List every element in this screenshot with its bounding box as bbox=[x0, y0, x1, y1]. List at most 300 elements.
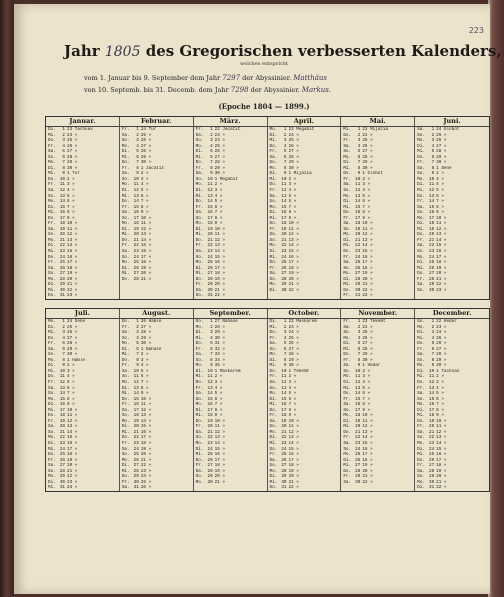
day-row: Di. 2 24 » bbox=[269, 132, 299, 138]
day-row: Mo. 6 28 » bbox=[343, 154, 373, 160]
day-row: Sa. 16 8 » bbox=[343, 402, 371, 408]
day-row: Di. 26 19 » bbox=[121, 265, 152, 271]
day-row: Mi. 15 7 » bbox=[343, 204, 371, 210]
day-row: Sa. 21 12 » bbox=[195, 429, 225, 435]
day-row: Di. 17 8 » bbox=[417, 407, 444, 413]
day-row: Mo. 18 9 » bbox=[195, 221, 223, 227]
day-row: Do. 12 3 » bbox=[417, 380, 444, 386]
day-row: Fr. 27 18 » bbox=[417, 463, 447, 469]
range-2-name: Markus. bbox=[301, 86, 332, 94]
day-row: Mi. 17 9 » bbox=[269, 215, 297, 221]
day-row: Sa. 28 19 » bbox=[195, 468, 225, 474]
day-row: Di. 25 18 » bbox=[417, 260, 447, 266]
day-row: Fr. 19 12 » bbox=[48, 418, 78, 424]
day-row: Mo. 30 21 » bbox=[417, 479, 447, 485]
day-row: Mo. 27 19 » bbox=[343, 271, 373, 277]
day-row: So. 29 20 » bbox=[417, 474, 447, 480]
day-row: Do. 25 17 » bbox=[269, 260, 299, 266]
day-row: Sa. 8 1 Sene bbox=[417, 165, 452, 171]
calendar-page bbox=[14, 4, 502, 594]
day-row: Mo. 4 27 » bbox=[121, 143, 152, 149]
day-row: Do. 26 17 » bbox=[195, 457, 225, 463]
day-row: Sa. 23 15 » bbox=[343, 441, 373, 447]
day-row: Mi. 6 29 » bbox=[121, 154, 152, 160]
day-row: Fr. 20 11 » bbox=[417, 424, 447, 430]
day-row: Mi. 3 25 » bbox=[269, 138, 299, 144]
day-row: Fr. 1 22 Jacatit bbox=[195, 127, 241, 132]
day-row: Mo. 15 7 » bbox=[269, 204, 297, 210]
day-row: Di. 5 27 » bbox=[343, 341, 373, 347]
day-row: So. 1 27 Nahase bbox=[195, 319, 238, 324]
day-row: Di. 23 16 » bbox=[48, 441, 78, 447]
day-row: Sa. 25 17 » bbox=[343, 260, 373, 266]
day-row: Mo. 11 2 » bbox=[195, 182, 223, 188]
day-row: Sa. 16 7 » bbox=[195, 210, 223, 216]
day-row: Mo. 22 14 » bbox=[269, 243, 299, 249]
day-row: So. 10 2 » bbox=[343, 368, 371, 374]
day-row: Mi. 4 30 » bbox=[195, 335, 225, 341]
day-row: Fr. 19 11 » bbox=[269, 226, 299, 232]
day-row: Do. 3 24 » bbox=[269, 330, 299, 336]
day-row: Sa. 29 22 » bbox=[417, 282, 447, 288]
day-row: Sa. 30 22 » bbox=[343, 479, 373, 485]
day-row: Mi. 22 14 » bbox=[343, 243, 373, 249]
range-1-text: vom 1. Januar bis 9. September dem Jahr bbox=[84, 74, 221, 82]
day-row: Mi. 13 5 » bbox=[343, 385, 371, 391]
day-row: Do. 7 28 » bbox=[195, 160, 225, 166]
day-row: Di. 6 1 Nahase bbox=[121, 346, 162, 352]
day-row: Sa. 3 28 » bbox=[121, 330, 152, 336]
day-row: Sa. 2 25 » bbox=[121, 132, 152, 138]
day-row: Di. 9 1 Mijazia bbox=[269, 171, 312, 177]
day-row: Sa. 21 12 » bbox=[417, 429, 447, 435]
day-row: Do. 17 8 » bbox=[269, 407, 297, 413]
day-row: Di. 7 29 » bbox=[343, 160, 373, 166]
day-row: Sa. 9 30 » bbox=[195, 171, 225, 177]
day-row: Di. 24 15 » bbox=[195, 446, 225, 452]
month-column bbox=[46, 117, 120, 299]
day-row: Mo. 4 26 » bbox=[343, 335, 373, 341]
day-row: Fr. 25 17 » bbox=[48, 260, 78, 266]
month-column bbox=[120, 309, 194, 491]
day-row: Di. 27 22 » bbox=[121, 463, 152, 469]
month-column bbox=[120, 117, 194, 299]
day-row: Mo. 10 3 » bbox=[417, 176, 444, 182]
day-row: Di. 3 24 » bbox=[417, 330, 447, 336]
day-row: So. 22 13 » bbox=[195, 435, 225, 441]
day-row: So. 24 15 » bbox=[195, 254, 225, 260]
day-row: Mi. 17 10 » bbox=[48, 407, 78, 413]
day-row: Fr. 5 28 » bbox=[48, 341, 78, 347]
day-row: Mo. 7 29 » bbox=[48, 160, 78, 166]
day-row: So. 3 24 » bbox=[195, 138, 225, 144]
day-row: So. 15 6 » bbox=[417, 396, 444, 402]
subtitle: welches entspricht bbox=[240, 61, 288, 67]
day-row: Fr. 22 15 » bbox=[121, 243, 152, 249]
day-row: Do. 13 6 » bbox=[417, 193, 444, 199]
day-row: Mo. 28 19 » bbox=[269, 468, 299, 474]
day-row: Sa. 27 19 » bbox=[269, 271, 299, 277]
day-row: So. 23 16 » bbox=[417, 249, 447, 255]
day-row: Mi. 25 16 » bbox=[417, 452, 447, 458]
day-row: Mo. 4 25 » bbox=[195, 143, 225, 149]
day-row: So. 24 17 » bbox=[121, 254, 152, 260]
day-row: So. 20 12 » bbox=[48, 232, 78, 238]
day-row: So. 17 9 » bbox=[343, 407, 371, 413]
day-row: Do. 21 12 » bbox=[195, 237, 225, 243]
day-row: Fr. 11 2 » bbox=[269, 374, 297, 380]
day-row: Di. 3 29 » bbox=[195, 330, 225, 336]
day-row: So. 18 13 » bbox=[121, 413, 152, 419]
day-row: Do. 31 22 » bbox=[269, 485, 299, 491]
day-row: Di. 28 20 » bbox=[343, 276, 373, 282]
month-name: September. bbox=[194, 309, 267, 319]
day-row: Di. 8 29 » bbox=[269, 357, 299, 363]
day-row: Sa. 20 13 » bbox=[48, 424, 78, 430]
range-2-year: 7298 bbox=[230, 86, 249, 94]
day-row: Do. 19 10 » bbox=[417, 418, 447, 424]
day-row: Sa. 19 10 » bbox=[269, 418, 299, 424]
day-row: Mo. 25 17 » bbox=[343, 452, 373, 458]
month-column bbox=[46, 309, 120, 491]
day-row: Mi. 23 14 » bbox=[269, 441, 299, 447]
month-name: October. bbox=[268, 309, 341, 319]
day-row: So. 3 25 » bbox=[343, 330, 373, 336]
day-row: Sa. 7 33 » bbox=[195, 352, 225, 358]
day-row: Mi. 30 22 » bbox=[48, 287, 78, 293]
day-row: Sa. 18 10 » bbox=[343, 221, 373, 227]
day-row: Fr. 1 24 Tur bbox=[121, 127, 157, 132]
epoch-label: (Epoche 1804 — 1899.) bbox=[218, 102, 310, 111]
day-row: So. 10 1 Megabit bbox=[195, 176, 238, 182]
day-row: Sa. 14 5 » bbox=[417, 391, 444, 397]
day-row: Do. 24 15 » bbox=[269, 446, 299, 452]
day-row: Mo. 16 7 » bbox=[417, 402, 444, 408]
day-row: Mi. 18 9 » bbox=[195, 413, 223, 419]
day-row: Mi. 10 2 » bbox=[269, 176, 297, 182]
day-row: Sa. 26 17 » bbox=[269, 457, 299, 463]
day-row: Di. 29 20 » bbox=[269, 474, 299, 480]
day-row: So. 15 6 » bbox=[195, 396, 223, 402]
day-row: Mo. 8 30 » bbox=[269, 165, 299, 171]
month-column bbox=[194, 117, 268, 299]
range-2-mid: der Abyssinier. bbox=[250, 86, 300, 94]
day-row: Do. 1 26 Hamle bbox=[121, 319, 162, 324]
day-row: Sa. 28 19 » bbox=[417, 468, 447, 474]
day-row: Mo. 2 23 » bbox=[417, 324, 447, 330]
day-row: Do. 10 1 Tekemt bbox=[269, 368, 310, 374]
day-row: Do. 15 10 » bbox=[121, 396, 152, 402]
day-row: Mo. 21 12 » bbox=[269, 429, 299, 435]
day-row: Di. 1 22 Maskarem bbox=[269, 319, 317, 324]
day-row: So. 7 30 » bbox=[48, 352, 78, 358]
day-row: Fr. 26 19 » bbox=[48, 457, 78, 463]
day-row: Sa. 13 6 » bbox=[48, 385, 75, 391]
day-row: Mo. 11 3 » bbox=[343, 374, 371, 380]
day-row: Mo. 17 10 » bbox=[417, 215, 447, 221]
day-row: Di. 4 27 » bbox=[417, 143, 447, 149]
day-row: Sa. 2 24 » bbox=[343, 324, 373, 330]
day-row: Mi. 12 5 » bbox=[417, 188, 444, 194]
day-row: Mi. 2 23 » bbox=[269, 324, 299, 330]
day-row: Do. 7 30 » bbox=[121, 160, 152, 166]
day-row: Fr. 18 9 » bbox=[269, 413, 297, 419]
day-row: Mi. 31 24 » bbox=[48, 485, 78, 491]
title-rest: des Gregorischen verbesserten Kalenders, bbox=[145, 42, 502, 60]
day-row: Do. 26 17 » bbox=[417, 457, 447, 463]
day-row: Mi. 9 1 Tur bbox=[48, 171, 80, 177]
day-row: So. 13 5 » bbox=[48, 193, 75, 199]
day-row: Sa. 15 8 » bbox=[417, 204, 444, 210]
day-row: Fr. 24 16 » bbox=[343, 254, 373, 260]
day-row: Mo. 11 4 » bbox=[121, 182, 149, 188]
day-row: Di. 18 11 » bbox=[417, 221, 447, 227]
day-row: Di. 12 3 » bbox=[195, 188, 223, 194]
day-row: Sa. 14 5 » bbox=[195, 391, 223, 397]
day-row: So. 10 3 » bbox=[121, 176, 149, 182]
day-row: Mi. 9 30 » bbox=[269, 363, 299, 369]
day-row: Mi. 10 3 » bbox=[48, 368, 75, 374]
day-row: Do. 11 3 » bbox=[269, 182, 297, 188]
day-row: Mo. 7 28 » bbox=[269, 352, 299, 358]
day-row: So. 12 4 » bbox=[343, 188, 371, 194]
day-row: Mi. 3 26 » bbox=[48, 330, 78, 336]
day-row: Di. 15 6 » bbox=[269, 396, 297, 402]
day-row: Mo. 28 20 » bbox=[48, 276, 78, 282]
day-row: Mi. 19 12 » bbox=[417, 226, 447, 232]
range-1-mid: der Abyssinier. bbox=[242, 74, 292, 82]
day-row: Do. 11 4 » bbox=[48, 374, 75, 380]
month-name: März. bbox=[194, 117, 267, 127]
day-row: Fr. 4 26 » bbox=[48, 143, 78, 149]
day-row: Fr. 12 4 » bbox=[269, 188, 297, 194]
day-row: So. 7 29 » bbox=[269, 160, 299, 166]
day-row: Do. 12 3 » bbox=[195, 380, 223, 386]
month-name: Februar. bbox=[120, 117, 193, 127]
day-row: Di. 22 14 » bbox=[48, 243, 78, 249]
month-name: November. bbox=[341, 309, 414, 319]
day-row: Di. 30 22 » bbox=[269, 287, 299, 293]
day-row: So. 22 13 » bbox=[417, 435, 447, 441]
range-1-year: 7297 bbox=[222, 74, 241, 82]
day-row: Di. 16 8 » bbox=[269, 210, 297, 216]
day-row: Mi. 27 18 » bbox=[195, 271, 225, 277]
day-row: Do. 30 22 » bbox=[343, 287, 373, 293]
range-line-1 bbox=[84, 74, 464, 82]
day-row: Mo. 1 23 Megabit bbox=[269, 127, 315, 132]
day-row: Fr. 13 4 » bbox=[417, 385, 444, 391]
day-row: Fr. 5 27 » bbox=[269, 149, 299, 155]
day-row: Mo. 29 21 » bbox=[269, 282, 299, 288]
day-row: Di. 26 17 » bbox=[195, 265, 225, 271]
day-row: Fr. 29 21 » bbox=[343, 474, 373, 480]
day-row: Di. 2 25 » bbox=[48, 324, 78, 330]
day-row: Sa. 19 11 » bbox=[48, 226, 78, 232]
day-row: So. 27 19 » bbox=[48, 271, 78, 277]
day-row: Do. 28 20 » bbox=[343, 468, 373, 474]
day-row: Mi. 30 21 » bbox=[269, 479, 299, 485]
day-row: So. 19 11 » bbox=[343, 226, 373, 232]
day-row: Do. 17 9 » bbox=[48, 215, 75, 221]
day-row: Fr. 18 10 » bbox=[48, 221, 78, 227]
day-row: Mi. 7 2 » bbox=[121, 352, 149, 358]
day-row: So. 27 18 » bbox=[269, 463, 299, 469]
day-row: Mo. 12 7 » bbox=[121, 380, 149, 386]
day-row: Do. 22 17 » bbox=[121, 435, 152, 441]
day-row: Di. 1 23 Tachsas bbox=[48, 127, 93, 132]
day-row: Do. 25 18 » bbox=[48, 452, 78, 458]
title-year-handwritten: 1805 bbox=[104, 44, 141, 60]
day-row: Fr. 6 27 » bbox=[417, 346, 447, 352]
day-row: Mi. 26 19 » bbox=[417, 265, 447, 271]
day-row: Do. 19 10 » bbox=[195, 418, 225, 424]
month-name: Mai. bbox=[341, 117, 414, 127]
day-row: Do. 7 29 » bbox=[343, 352, 373, 358]
day-row: So. 9 2 » bbox=[417, 171, 444, 177]
day-row: Sa. 4 26 » bbox=[343, 143, 373, 149]
day-row: Sa. 11 3 » bbox=[343, 182, 371, 188]
day-row: Mo. 1 24 Sene bbox=[48, 319, 86, 324]
day-row: Do. 23 15 » bbox=[343, 249, 373, 255]
day-row: Di. 26 18 » bbox=[343, 457, 373, 463]
day-row: Mo. 18 10 » bbox=[343, 413, 373, 419]
day-row: Mo. 3 26 » bbox=[417, 138, 447, 144]
month-column bbox=[268, 309, 342, 491]
month-name: December. bbox=[415, 309, 489, 319]
range-line-2 bbox=[84, 86, 464, 94]
day-row: Mo. 9 35 » bbox=[195, 363, 225, 369]
day-row: So. 8 34 » bbox=[195, 357, 225, 363]
day-row: Mo. 2 28 » bbox=[195, 324, 225, 330]
day-row: Fr. 26 18 » bbox=[269, 265, 299, 271]
day-row: So. 1 22 Hedar bbox=[417, 319, 457, 324]
day-row: Fr. 15 6 » bbox=[195, 204, 223, 210]
day-row: So. 3 26 » bbox=[121, 138, 152, 144]
day-row: So. 20 11 » bbox=[269, 424, 299, 430]
day-row: So. 24 16 » bbox=[343, 446, 373, 452]
day-row: So. 14 7 » bbox=[48, 391, 75, 397]
day-row: Mi. 5 28 » bbox=[417, 149, 447, 155]
day-row: Sa. 26 18 » bbox=[48, 265, 78, 271]
day-row: Fr. 21 14 » bbox=[417, 237, 447, 243]
day-row: Mo. 22 15 » bbox=[48, 435, 78, 441]
day-row: Sa. 9 1 Hedar bbox=[343, 363, 381, 369]
day-row: Sa. 7 28 » bbox=[417, 352, 447, 358]
day-row: Sa. 9 2 » bbox=[121, 171, 149, 177]
day-row: Di. 8 30 » bbox=[48, 165, 78, 171]
day-row: Mo. 9 30 » bbox=[417, 363, 447, 369]
day-row: Fr. 27 18 » bbox=[195, 463, 225, 469]
day-row: Mi. 1 23 Mijazia bbox=[343, 127, 389, 132]
day-row: So. 13 4 » bbox=[269, 385, 297, 391]
day-row: Sa. 5 27 » bbox=[48, 149, 78, 155]
page-title bbox=[64, 42, 502, 60]
day-row: Mi. 20 13 » bbox=[121, 232, 152, 238]
month-name: Januar. bbox=[46, 117, 119, 127]
day-row: Di. 10 1 Maskarem bbox=[195, 368, 241, 374]
day-row: So. 28 21 » bbox=[48, 468, 78, 474]
day-row: Mo. 8 1 Hamle bbox=[48, 357, 86, 363]
calendar-block-jan-jun bbox=[45, 116, 490, 300]
day-row: Mi. 16 8 » bbox=[48, 210, 75, 216]
day-row: Mo. 19 14 » bbox=[121, 418, 152, 424]
day-row: Fr. 15 7 » bbox=[343, 396, 371, 402]
day-row: So. 17 8 » bbox=[195, 215, 223, 221]
day-row: Do. 27 20 » bbox=[417, 271, 447, 277]
day-row: Do. 31 23 » bbox=[48, 293, 78, 299]
day-row: Fr. 29 20 » bbox=[195, 282, 225, 288]
day-row: Fr. 12 5 » bbox=[48, 380, 75, 386]
day-row: Fr. 11 3 » bbox=[48, 182, 75, 188]
day-row: Mi. 2 24 » bbox=[48, 132, 78, 138]
day-row: Fr. 8 30 » bbox=[343, 357, 373, 363]
day-row: Sa. 2 23 » bbox=[195, 132, 225, 138]
day-row: So. 29 20 » bbox=[195, 474, 225, 480]
calendar-block-jul-dec bbox=[45, 308, 490, 492]
day-row: Di. 31 22 » bbox=[417, 485, 447, 491]
day-row: Do. 24 16 » bbox=[48, 254, 78, 260]
day-row: Mi. 11 2 » bbox=[195, 374, 223, 380]
day-row: Sa. 16 9 » bbox=[121, 210, 149, 216]
day-row: Sa. 24 19 » bbox=[121, 446, 152, 452]
month-column bbox=[268, 117, 342, 299]
range-1-name: Matthäus bbox=[293, 74, 328, 82]
day-row: Mo. 26 21 » bbox=[121, 457, 152, 463]
day-row: Do. 21 14 » bbox=[121, 237, 152, 243]
day-row: Mi. 27 20 » bbox=[121, 271, 152, 277]
book-spine bbox=[0, 0, 14, 597]
day-row: Fr. 3 25 » bbox=[343, 138, 373, 144]
day-row: Mo. 15 8 » bbox=[48, 396, 75, 402]
day-row: Do. 2 24 » bbox=[343, 132, 373, 138]
day-row: Mo. 30 21 » bbox=[195, 479, 225, 485]
day-row: Di. 20 15 » bbox=[121, 424, 152, 430]
day-row: Di. 19 12 » bbox=[121, 226, 152, 232]
day-row: So. 6 28 » bbox=[48, 154, 78, 160]
day-row: Fr. 22 13 » bbox=[195, 243, 225, 249]
day-row: Sa. 1 24 Glnbot bbox=[417, 127, 460, 132]
day-row: Sa. 12 3 » bbox=[269, 380, 297, 386]
day-row: Do. 21 13 » bbox=[343, 429, 373, 435]
day-row: Fr. 17 9 » bbox=[343, 215, 371, 221]
day-row: So. 11 6 » bbox=[121, 374, 149, 380]
day-row: Sa. 31 26 » bbox=[121, 485, 152, 491]
day-row: Mo. 25 18 » bbox=[121, 260, 152, 266]
day-row: Do. 14 5 » bbox=[195, 199, 223, 205]
day-row: Mo. 14 6 » bbox=[48, 199, 75, 205]
day-row: Di. 11 4 » bbox=[417, 182, 444, 188]
title-prefix: Jahr bbox=[64, 42, 100, 60]
day-row: Do. 5 31 » bbox=[195, 341, 225, 347]
day-row: Mo. 13 5 » bbox=[343, 193, 371, 199]
day-row: Di. 19 10 » bbox=[195, 226, 225, 232]
day-row: Sa. 12 4 » bbox=[48, 188, 75, 194]
day-row: Do. 8 3 » bbox=[121, 357, 149, 363]
day-row: Do. 14 7 » bbox=[121, 199, 149, 205]
day-row: Di. 17 8 » bbox=[195, 407, 223, 413]
day-row: Di. 21 13 » bbox=[343, 237, 373, 243]
day-row: Fr. 25 16 » bbox=[269, 452, 299, 458]
day-row: Mi. 11 2 » bbox=[417, 374, 444, 380]
day-row: Mi. 27 19 » bbox=[343, 463, 373, 469]
day-row: Sa. 17 12 » bbox=[121, 407, 152, 413]
day-row: So. 28 20 » bbox=[269, 276, 299, 282]
range-2-text: von 10. Septemb. bis 31. Decemb. dem Jahr bbox=[84, 86, 229, 94]
day-row: Mo. 21 13 » bbox=[48, 237, 78, 243]
day-row: So. 2 25 » bbox=[417, 132, 447, 138]
day-row: Mi. 6 28 » bbox=[343, 346, 373, 352]
day-row: Do. 4 26 » bbox=[269, 143, 299, 149]
